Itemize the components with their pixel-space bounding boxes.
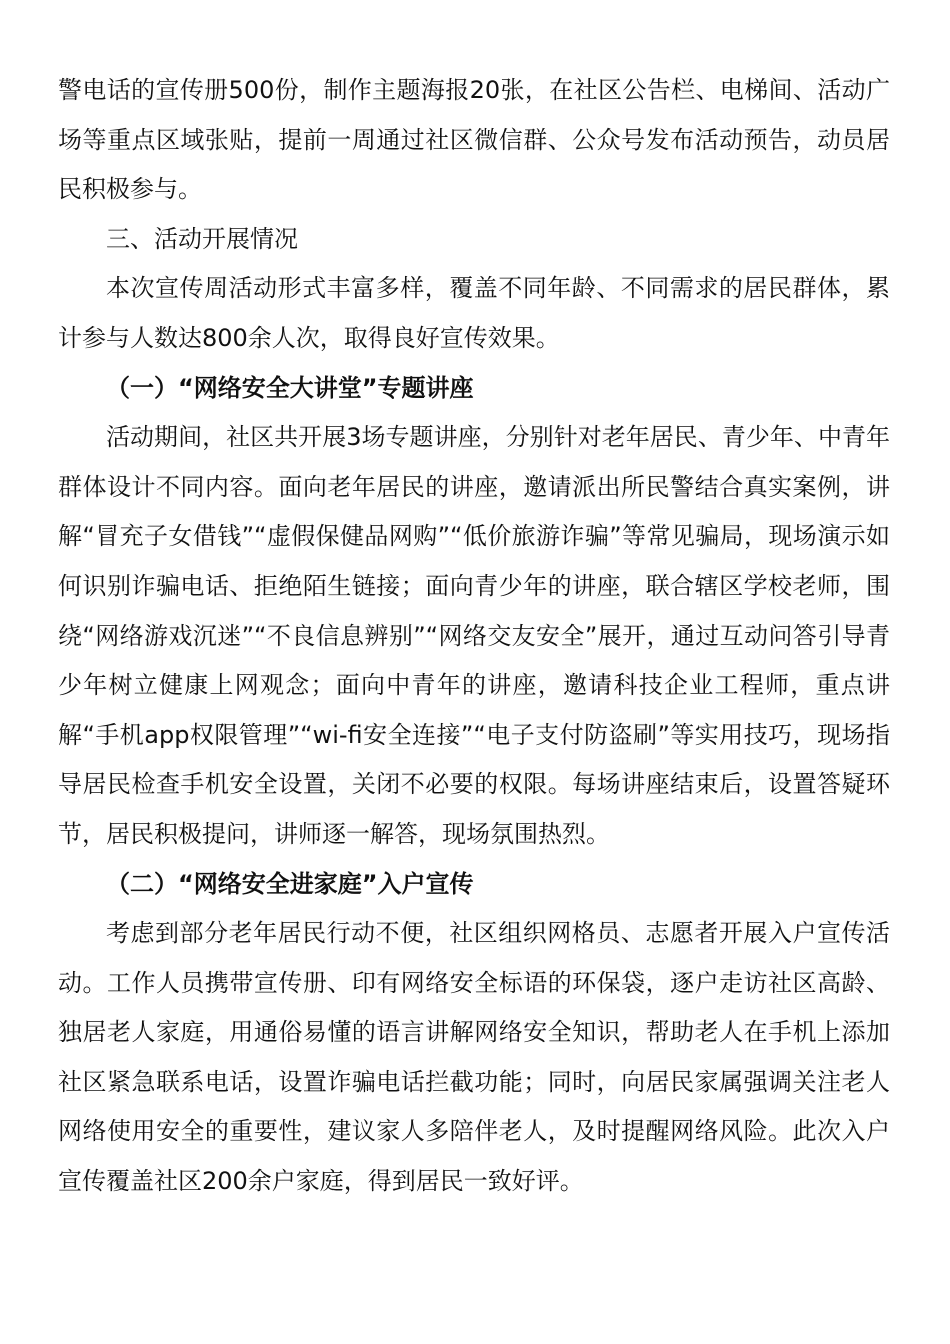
section-3-heading: 三、活动开展情况 — [106, 224, 298, 253]
paragraph-subsection-2-body: 考虑到部分老年居民行动不便，社区组织网格员、志愿者开展入户宣传活动。工作人员携带宣传册、印有网络安全标语的环保袋，逐户走访社区高龄、独居老人家庭，用通俗易懂的语言讲解网络安全知识，帮助老人在手机上添加社区紧急联系电话，设置诈骗电话拦截功能；同时，向居民家属强调关注老人网络使用安全的重要性，建议家人多陪伴老人，及时提醒网络风险。此次入户宣传覆盖社区200余户家庭，得到居民一致好评。 — [58, 919, 890, 1196]
paragraph-section-3-summary: 本次宣传周活动形式丰富多样，覆盖不同年龄、不同需求的居民群体，累计参与人数达800余人次，取得良好宣传效果。 — [58, 274, 890, 352]
subsection-1-heading: （一）“网络安全大讲堂”专题讲座 — [106, 373, 474, 402]
subsection-2-heading: （二）“网络安全进家庭”入户宣传 — [106, 869, 474, 898]
document-body — [58, 66, 890, 1207]
paragraph-intro-continuation: 警电话的宣传册500份，制作主题海报20张，在社区公告栏、电梯间、活动广场等重点区域张贴，提前一周通过社区微信群、公众号发布活动预告，动员居民积极参与。 — [58, 76, 890, 204]
paragraph-subsection-1-body: 活动期间，社区共开展3场专题讲座，分别针对老年居民、青少年、中青年群体设计不同内容。面向老年居民的讲座，邀请派出所民警结合真实案例，讲解“冒充子女借钱”“虚假保健品网购”“低价旅游诈骗”等常见骗局，现场演示如何识别诈骗电话、拒绝陌生链接；面向青少年的讲座，联合辖区学校老师，围绕“网络游戏沉迷”“不良信息辨别”“网络交友安全”展开，通过互动问答引导青少年树立健康上网观念；面向中青年的讲座，邀请科技企业工程师，重点讲解“手机app权限管理”“wi-fi安全连接”“电子支付防盗刷”等实用技巧，现场指导居民检查手机安全设置，关闭不必要的权限。每场讲座结束后，设置答疑环节，居民积极提问，讲师逐一解答，现场氛围热烈。 — [58, 423, 890, 848]
